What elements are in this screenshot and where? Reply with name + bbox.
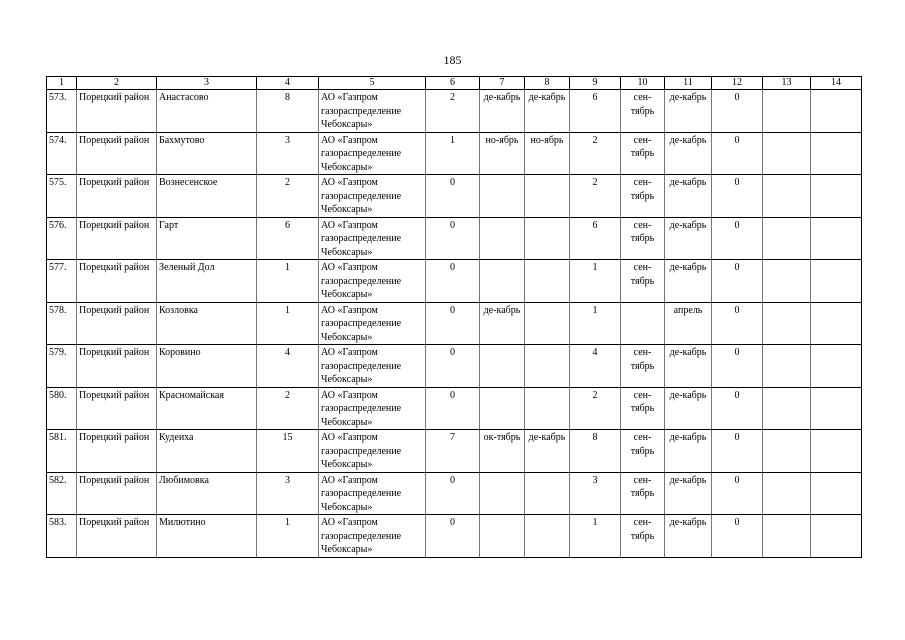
col9-cell: 4 — [570, 345, 621, 388]
col7-cell: де-кабрь — [480, 90, 525, 133]
col8-cell: но-ябрь — [525, 132, 570, 175]
col4-cell: 3 — [257, 472, 319, 515]
column-header-9: 9 — [570, 77, 621, 90]
row-number: 577. — [47, 260, 77, 303]
table-row — [47, 430, 862, 473]
row-number: 575. — [47, 175, 77, 218]
col11-cell: де-кабрь — [665, 132, 712, 175]
page-number: 185 — [443, 53, 462, 67]
column-header-4: 4 — [257, 77, 319, 90]
col7-cell: де-кабрь — [480, 302, 525, 345]
settlement-cell: Вознесенское — [157, 175, 257, 218]
district-cell: Порецкий район — [77, 132, 157, 175]
col9-cell: 6 — [570, 90, 621, 133]
settlement-cell: Коровино — [157, 345, 257, 388]
col9-cell: 3 — [570, 472, 621, 515]
settlement-cell: Красномайская — [157, 387, 257, 430]
row-number: 582. — [47, 472, 77, 515]
col8-cell — [525, 260, 570, 303]
table-row — [47, 90, 862, 133]
row-number: 579. — [47, 345, 77, 388]
col6-cell: 0 — [426, 302, 480, 345]
table-row — [47, 515, 862, 558]
district-cell: Порецкий район — [77, 217, 157, 260]
col7-cell — [480, 175, 525, 218]
table-row — [47, 387, 862, 430]
col6-cell: 0 — [426, 260, 480, 303]
col12-cell: 0 — [712, 345, 763, 388]
col6-cell: 0 — [426, 175, 480, 218]
organization-cell: АО «Газпром газораспределение Чебоксары» — [319, 132, 426, 175]
organization-cell: АО «Газпром газораспределение Чебоксары» — [319, 515, 426, 558]
col14-cell — [811, 345, 862, 388]
column-header-7: 7 — [480, 77, 525, 90]
col11-cell: де-кабрь — [665, 90, 712, 133]
col7-cell — [480, 345, 525, 388]
col12-cell: 0 — [712, 302, 763, 345]
col9-cell: 6 — [570, 217, 621, 260]
col13-cell — [763, 387, 811, 430]
col11-cell: де-кабрь — [665, 345, 712, 388]
col13-cell — [763, 302, 811, 345]
district-cell: Порецкий район — [77, 175, 157, 218]
col10-cell: сен-тябрь — [621, 387, 665, 430]
col10-cell: сен-тябрь — [621, 132, 665, 175]
col6-cell: 0 — [426, 345, 480, 388]
col10-cell: сен-тябрь — [621, 515, 665, 558]
col13-cell — [763, 515, 811, 558]
col14-cell — [811, 132, 862, 175]
col12-cell: 0 — [712, 515, 763, 558]
column-header-2: 2 — [77, 77, 157, 90]
col7-cell: но-ябрь — [480, 132, 525, 175]
col14-cell — [811, 217, 862, 260]
col14-cell — [811, 387, 862, 430]
column-header-5: 5 — [319, 77, 426, 90]
organization-cell: АО «Газпром газораспределение Чебоксары» — [319, 345, 426, 388]
col8-cell: де-кабрь — [525, 90, 570, 133]
col11-cell: де-кабрь — [665, 175, 712, 218]
col4-cell: 4 — [257, 345, 319, 388]
col4-cell: 8 — [257, 90, 319, 133]
col8-cell — [525, 387, 570, 430]
col6-cell: 0 — [426, 387, 480, 430]
column-header-14: 14 — [811, 77, 862, 90]
col8-cell — [525, 302, 570, 345]
col9-cell: 8 — [570, 430, 621, 473]
col6-cell: 0 — [426, 472, 480, 515]
col14-cell — [811, 515, 862, 558]
col13-cell — [763, 90, 811, 133]
settlement-cell: Анастасово — [157, 90, 257, 133]
settlement-cell: Бахмутово — [157, 132, 257, 175]
row-number: 578. — [47, 302, 77, 345]
col13-cell — [763, 472, 811, 515]
col4-cell: 15 — [257, 430, 319, 473]
col10-cell: сен-тябрь — [621, 472, 665, 515]
settlement-cell: Кудеиха — [157, 430, 257, 473]
col10-cell: сен-тябрь — [621, 175, 665, 218]
col14-cell — [811, 260, 862, 303]
col7-cell — [480, 515, 525, 558]
column-header-10: 10 — [621, 77, 665, 90]
column-header-6: 6 — [426, 77, 480, 90]
col7-cell — [480, 217, 525, 260]
col8-cell — [525, 175, 570, 218]
district-cell: Порецкий район — [77, 430, 157, 473]
col14-cell — [811, 302, 862, 345]
row-number: 581. — [47, 430, 77, 473]
organization-cell: АО «Газпром газораспределение Чебоксары» — [319, 472, 426, 515]
col9-cell: 1 — [570, 302, 621, 345]
table-row — [47, 132, 862, 175]
settlement-cell: Любимовка — [157, 472, 257, 515]
col12-cell: 0 — [712, 175, 763, 218]
col7-cell: ок-тябрь — [480, 430, 525, 473]
table-row — [47, 175, 862, 218]
table-header — [47, 77, 862, 90]
col9-cell: 2 — [570, 132, 621, 175]
col9-cell: 1 — [570, 515, 621, 558]
col14-cell — [811, 472, 862, 515]
col11-cell: апрель — [665, 302, 712, 345]
col12-cell: 0 — [712, 472, 763, 515]
col10-cell: сен-тябрь — [621, 217, 665, 260]
table-row — [47, 302, 862, 345]
col10-cell: сен-тябрь — [621, 260, 665, 303]
col12-cell: 0 — [712, 260, 763, 303]
settlement-cell: Милютино — [157, 515, 257, 558]
organization-cell: АО «Газпром газораспределение Чебоксары» — [319, 217, 426, 260]
settlement-cell: Зеленый Дол — [157, 260, 257, 303]
table-row — [47, 345, 862, 388]
col11-cell: де-кабрь — [665, 217, 712, 260]
col4-cell: 1 — [257, 515, 319, 558]
column-header-8: 8 — [525, 77, 570, 90]
col6-cell: 1 — [426, 132, 480, 175]
col4-cell: 2 — [257, 387, 319, 430]
col8-cell — [525, 515, 570, 558]
row-number: 573. — [47, 90, 77, 133]
district-cell: Порецкий район — [77, 515, 157, 558]
district-cell: Порецкий район — [77, 260, 157, 303]
column-header-13: 13 — [763, 77, 811, 90]
col4-cell: 3 — [257, 132, 319, 175]
district-cell: Порецкий район — [77, 345, 157, 388]
row-number: 576. — [47, 217, 77, 260]
column-header-12: 12 — [712, 77, 763, 90]
col14-cell — [811, 175, 862, 218]
col11-cell: де-кабрь — [665, 430, 712, 473]
col12-cell: 0 — [712, 90, 763, 133]
row-number: 580. — [47, 387, 77, 430]
col4-cell: 1 — [257, 260, 319, 303]
column-header-3: 3 — [157, 77, 257, 90]
col11-cell: де-кабрь — [665, 515, 712, 558]
col7-cell — [480, 387, 525, 430]
organization-cell: АО «Газпром газораспределение Чебоксары» — [319, 430, 426, 473]
col8-cell: де-кабрь — [525, 430, 570, 473]
col9-cell: 2 — [570, 175, 621, 218]
col9-cell: 1 — [570, 260, 621, 303]
table-body — [47, 90, 862, 558]
col8-cell — [525, 217, 570, 260]
organization-cell: АО «Газпром газораспределение Чебоксары» — [319, 302, 426, 345]
district-cell: Порецкий район — [77, 302, 157, 345]
col4-cell: 2 — [257, 175, 319, 218]
organization-cell: АО «Газпром газораспределение Чебоксары» — [319, 387, 426, 430]
col10-cell: сен-тябрь — [621, 345, 665, 388]
col11-cell: де-кабрь — [665, 472, 712, 515]
col13-cell — [763, 430, 811, 473]
col13-cell — [763, 132, 811, 175]
organization-cell: АО «Газпром газораспределение Чебоксары» — [319, 175, 426, 218]
col14-cell — [811, 430, 862, 473]
row-number: 583. — [47, 515, 77, 558]
col9-cell: 2 — [570, 387, 621, 430]
table-row — [47, 472, 862, 515]
column-header-11: 11 — [665, 77, 712, 90]
col6-cell: 0 — [426, 515, 480, 558]
col6-cell: 7 — [426, 430, 480, 473]
gasification-table — [46, 76, 862, 558]
col10-cell: сен-тябрь — [621, 430, 665, 473]
col12-cell: 0 — [712, 132, 763, 175]
col13-cell — [763, 345, 811, 388]
col10-cell — [621, 302, 665, 345]
col7-cell — [480, 260, 525, 303]
district-cell: Порецкий район — [77, 387, 157, 430]
col6-cell: 2 — [426, 90, 480, 133]
settlement-cell: Гарт — [157, 217, 257, 260]
col13-cell — [763, 217, 811, 260]
col8-cell — [525, 345, 570, 388]
col11-cell: де-кабрь — [665, 260, 712, 303]
col12-cell: 0 — [712, 217, 763, 260]
col6-cell: 0 — [426, 217, 480, 260]
col11-cell: де-кабрь — [665, 387, 712, 430]
col12-cell: 0 — [712, 430, 763, 473]
district-cell: Порецкий район — [77, 472, 157, 515]
table-row — [47, 217, 862, 260]
col10-cell: сен-тябрь — [621, 90, 665, 133]
col13-cell — [763, 260, 811, 303]
column-header-1: 1 — [47, 77, 77, 90]
settlement-cell: Козловка — [157, 302, 257, 345]
row-number: 574. — [47, 132, 77, 175]
organization-cell: АО «Газпром газораспределение Чебоксары» — [319, 90, 426, 133]
col4-cell: 6 — [257, 217, 319, 260]
col4-cell: 1 — [257, 302, 319, 345]
col14-cell — [811, 90, 862, 133]
district-cell: Порецкий район — [77, 90, 157, 133]
col13-cell — [763, 175, 811, 218]
organization-cell: АО «Газпром газораспределение Чебоксары» — [319, 260, 426, 303]
col12-cell: 0 — [712, 387, 763, 430]
col7-cell — [480, 472, 525, 515]
table-row — [47, 260, 862, 303]
col8-cell — [525, 472, 570, 515]
